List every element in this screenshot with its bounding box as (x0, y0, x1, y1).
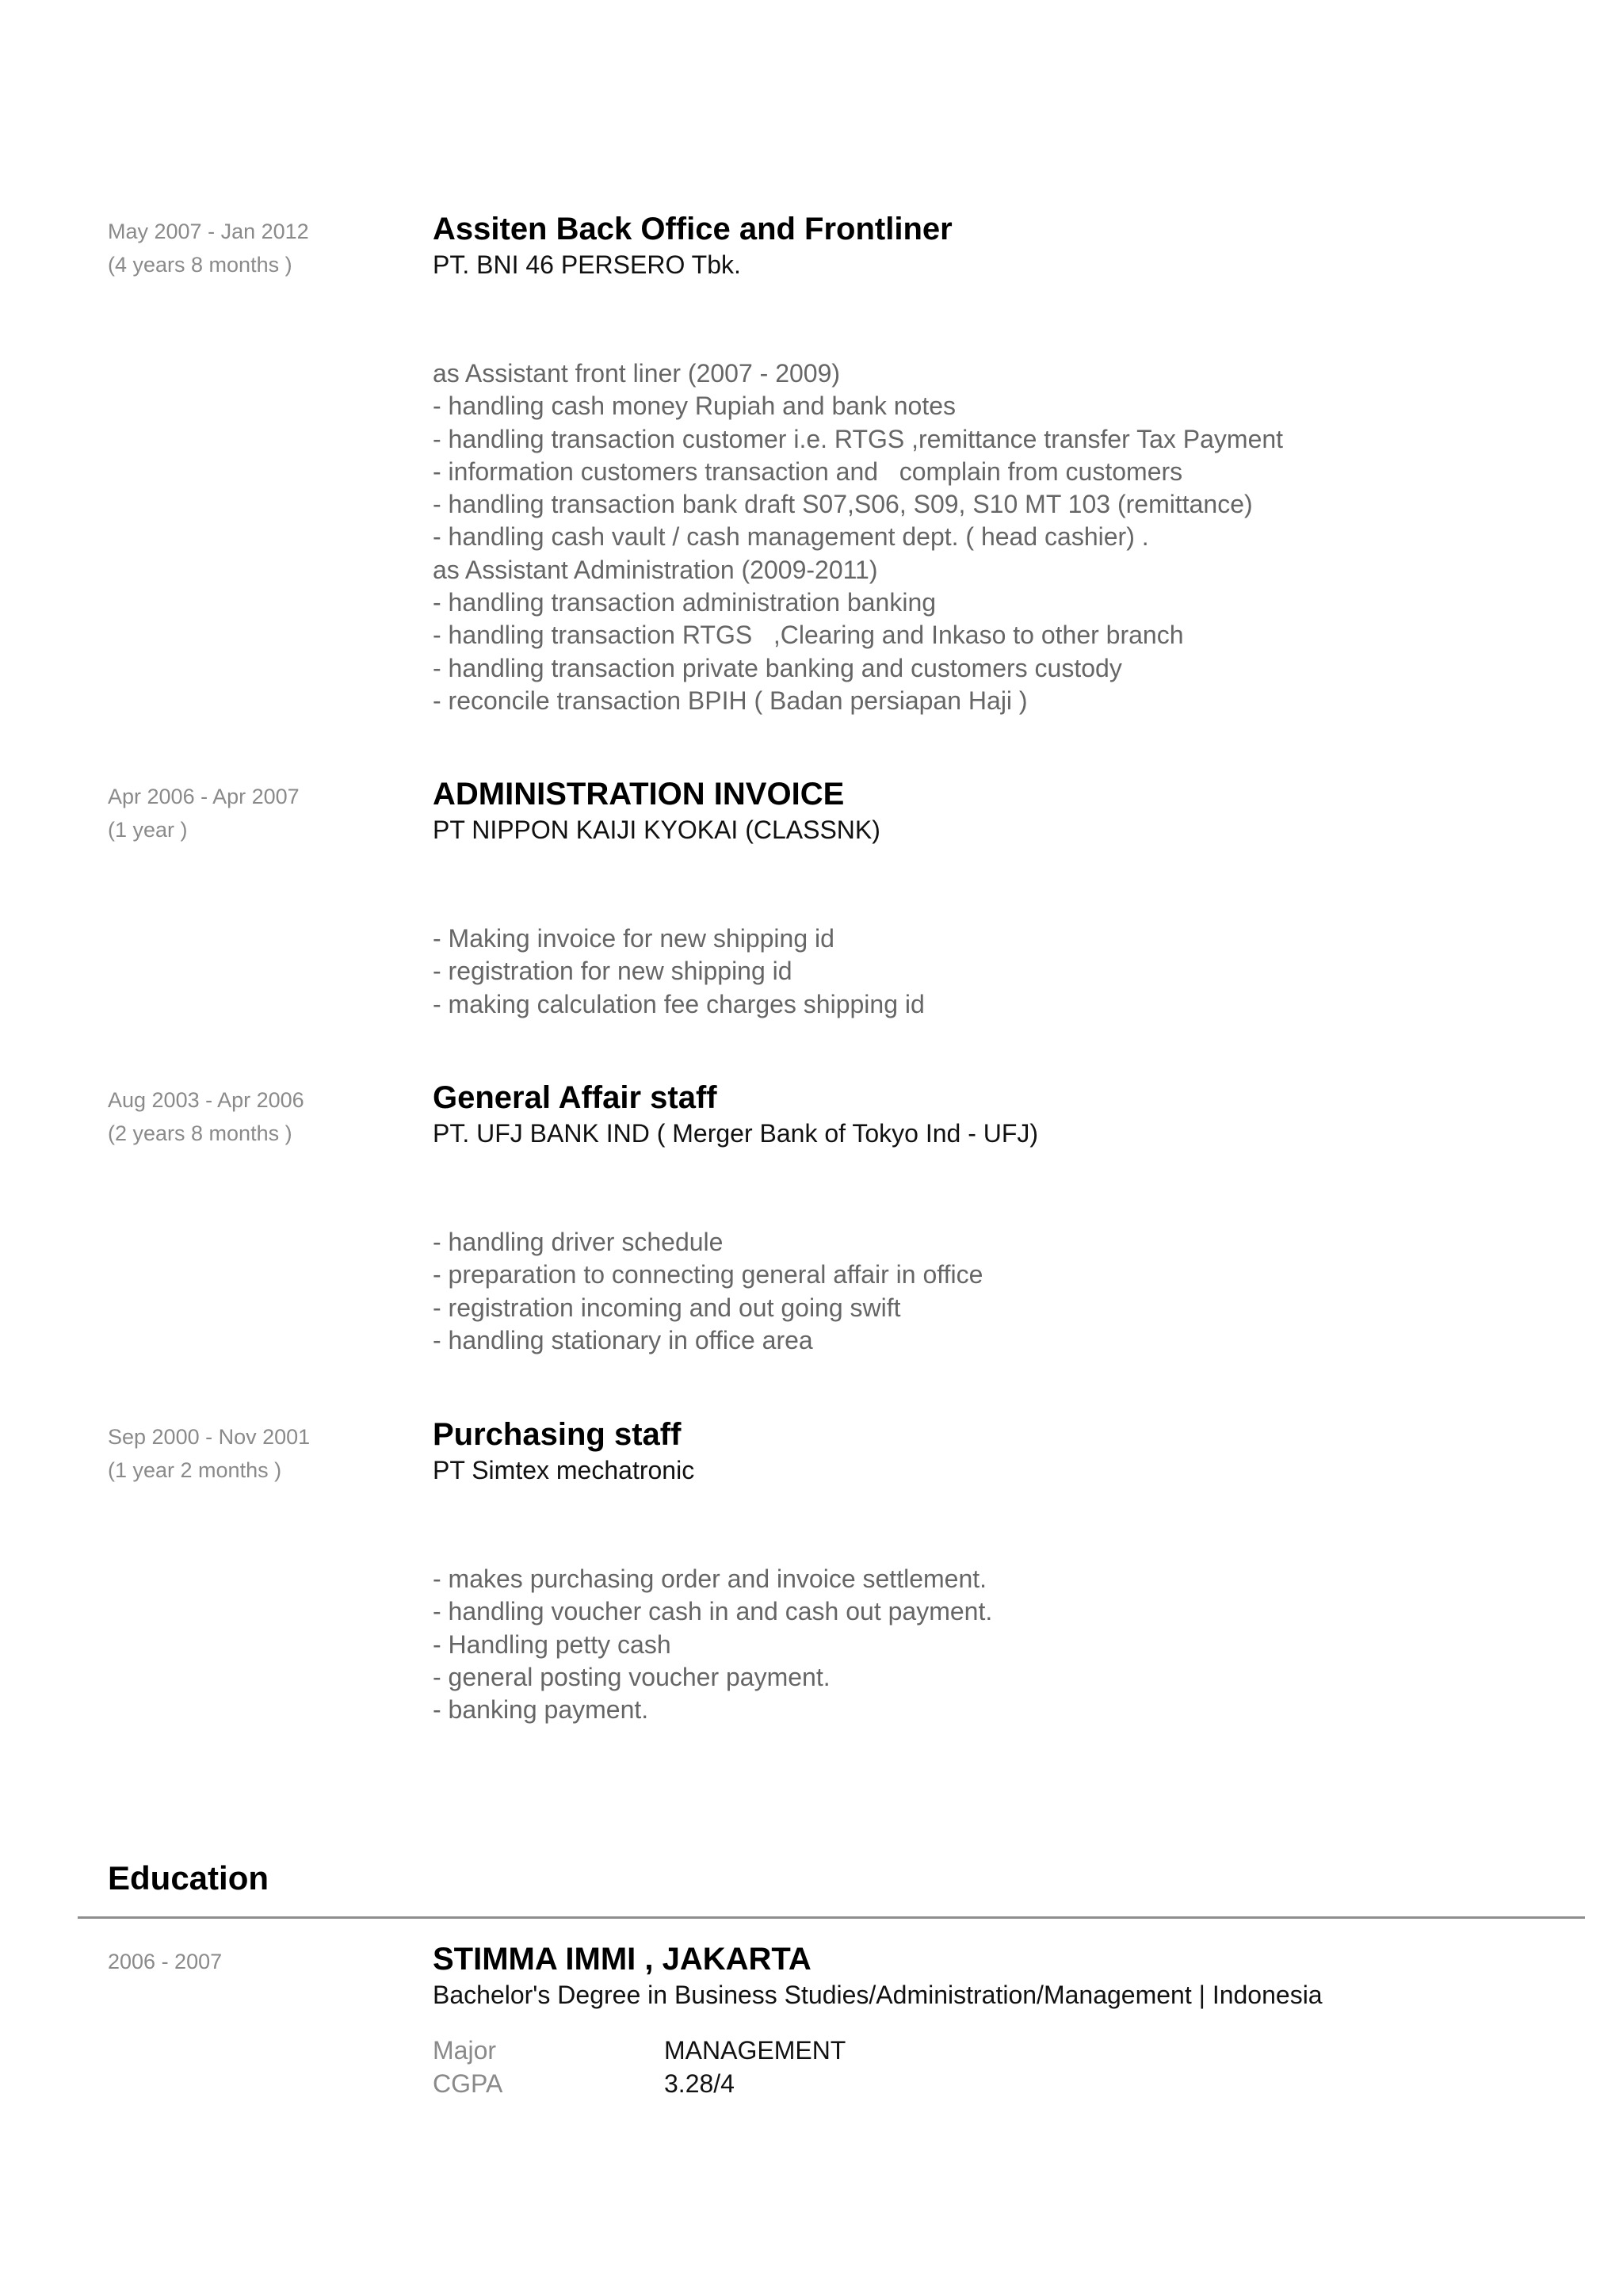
description-line: as Assistant front liner (2007 - 2009) (433, 359, 841, 388)
experience-period: Apr 2006 - Apr 2007 (108, 785, 300, 808)
description-line: - handling transaction bank draft S07,S06, S09, S10 MT 103 (remittance) (433, 490, 1253, 519)
education-content (433, 1940, 1558, 2098)
experience-duration: (1 year 2 months ) (108, 1458, 282, 1482)
education-details (433, 2034, 846, 2100)
school-name: STIMMA IMMI , JAKARTA (433, 1942, 812, 1977)
experience-dates (108, 780, 409, 846)
description-line: - registration for new shipping id (433, 957, 792, 986)
description-line: - Making invoice for new shipping id (433, 924, 834, 953)
company-name: PT NIPPON KAIJI KYOKAI (CLASSNK) (433, 816, 880, 844)
description-line: - handling stationary in office area (433, 1325, 813, 1354)
description-line: - reconcile transaction BPIH ( Badan persiapan Haji ) (433, 686, 1028, 715)
description-line: - handling voucher cash in and cash out payment. (433, 1597, 993, 1626)
description-line: - handling transaction RTGS ,Clearing and Inkaso to other branch (433, 621, 1184, 650)
experience-content (433, 775, 1558, 1018)
job-title: ADMINISTRATION INVOICE (433, 777, 845, 812)
experience-duration: (4 years 8 months ) (108, 253, 292, 277)
description-line: as Assistant Administration (2009-2011) (433, 555, 878, 584)
description-line: - banking payment. (433, 1695, 649, 1725)
description-line: - making calculation fee charges shipping id (433, 989, 925, 1018)
experience-dates (108, 1083, 409, 1150)
job-title: Purchasing staff (433, 1417, 682, 1452)
major-label: Major (433, 2036, 497, 2065)
degree-name: Bachelor's Degree in Business Studies/Administration/Management | Indonesia (433, 1981, 1323, 2009)
company-name: PT. BNI 46 PERSERO Tbk. (433, 250, 741, 279)
description-line: - registration incoming and out going swift (433, 1293, 901, 1322)
job-title: Assiten Back Office and Frontliner (433, 212, 953, 246)
education-period: 2006 - 2007 (108, 1950, 223, 1973)
description-line: - information customers transaction and complain from customers (433, 457, 1183, 486)
experience-period: May 2007 - Jan 2012 (108, 220, 309, 243)
experience-dates (108, 1420, 409, 1487)
experience-content (433, 210, 1558, 715)
description-line: - handling cash money Rupiah and bank notes (433, 392, 956, 421)
description-line: - handling transaction administration banking (433, 588, 937, 617)
experience-period: Sep 2000 - Nov 2001 (108, 1425, 311, 1449)
cgpa-value: 3.28/4 (664, 2069, 735, 2098)
job-description (433, 1563, 992, 1726)
company-name: PT. UFJ BANK IND ( Merger Bank of Tokyo Ind - UFJ) (433, 1119, 1039, 1148)
description-line: - makes purchasing order and invoice settlement. (433, 1564, 987, 1593)
description-line: - Handling petty cash (433, 1629, 671, 1659)
description-line: - handling cash vault / cash management dept. ( head cashier) . (433, 522, 1149, 552)
experience-duration: (2 years 8 months ) (108, 1121, 292, 1145)
cgpa-row (433, 2067, 846, 2100)
description-line: - general posting voucher payment. (433, 1662, 831, 1691)
job-description (433, 357, 1283, 717)
description-line: - preparation to connecting general affair in office (433, 1260, 983, 1289)
job-description (433, 1226, 983, 1357)
education-heading: Education (108, 1859, 269, 1897)
experience-period: Aug 2003 - Apr 2006 (108, 1088, 304, 1112)
cgpa-label: CGPA (433, 2069, 503, 2098)
experience-dates (108, 215, 409, 281)
company-name: PT Simtex mechatronic (433, 1456, 695, 1484)
major-value: MANAGEMENT (664, 2036, 846, 2065)
experience-content (433, 1079, 1558, 1354)
education-dates (108, 1945, 409, 1978)
section-divider (78, 1916, 1585, 1919)
description-line: - handling driver schedule (433, 1228, 724, 1256)
experience-content (433, 1415, 1558, 1725)
description-line: - handling transaction customer i.e. RTGS ,remittance transfer Tax Payment (433, 424, 1284, 453)
job-description (433, 923, 925, 1021)
major-row (433, 2034, 846, 2067)
experience-duration: (1 year ) (108, 818, 188, 842)
job-title: General Affair staff (433, 1080, 717, 1115)
description-line: - handling transaction private banking and customers custody (433, 653, 1122, 682)
